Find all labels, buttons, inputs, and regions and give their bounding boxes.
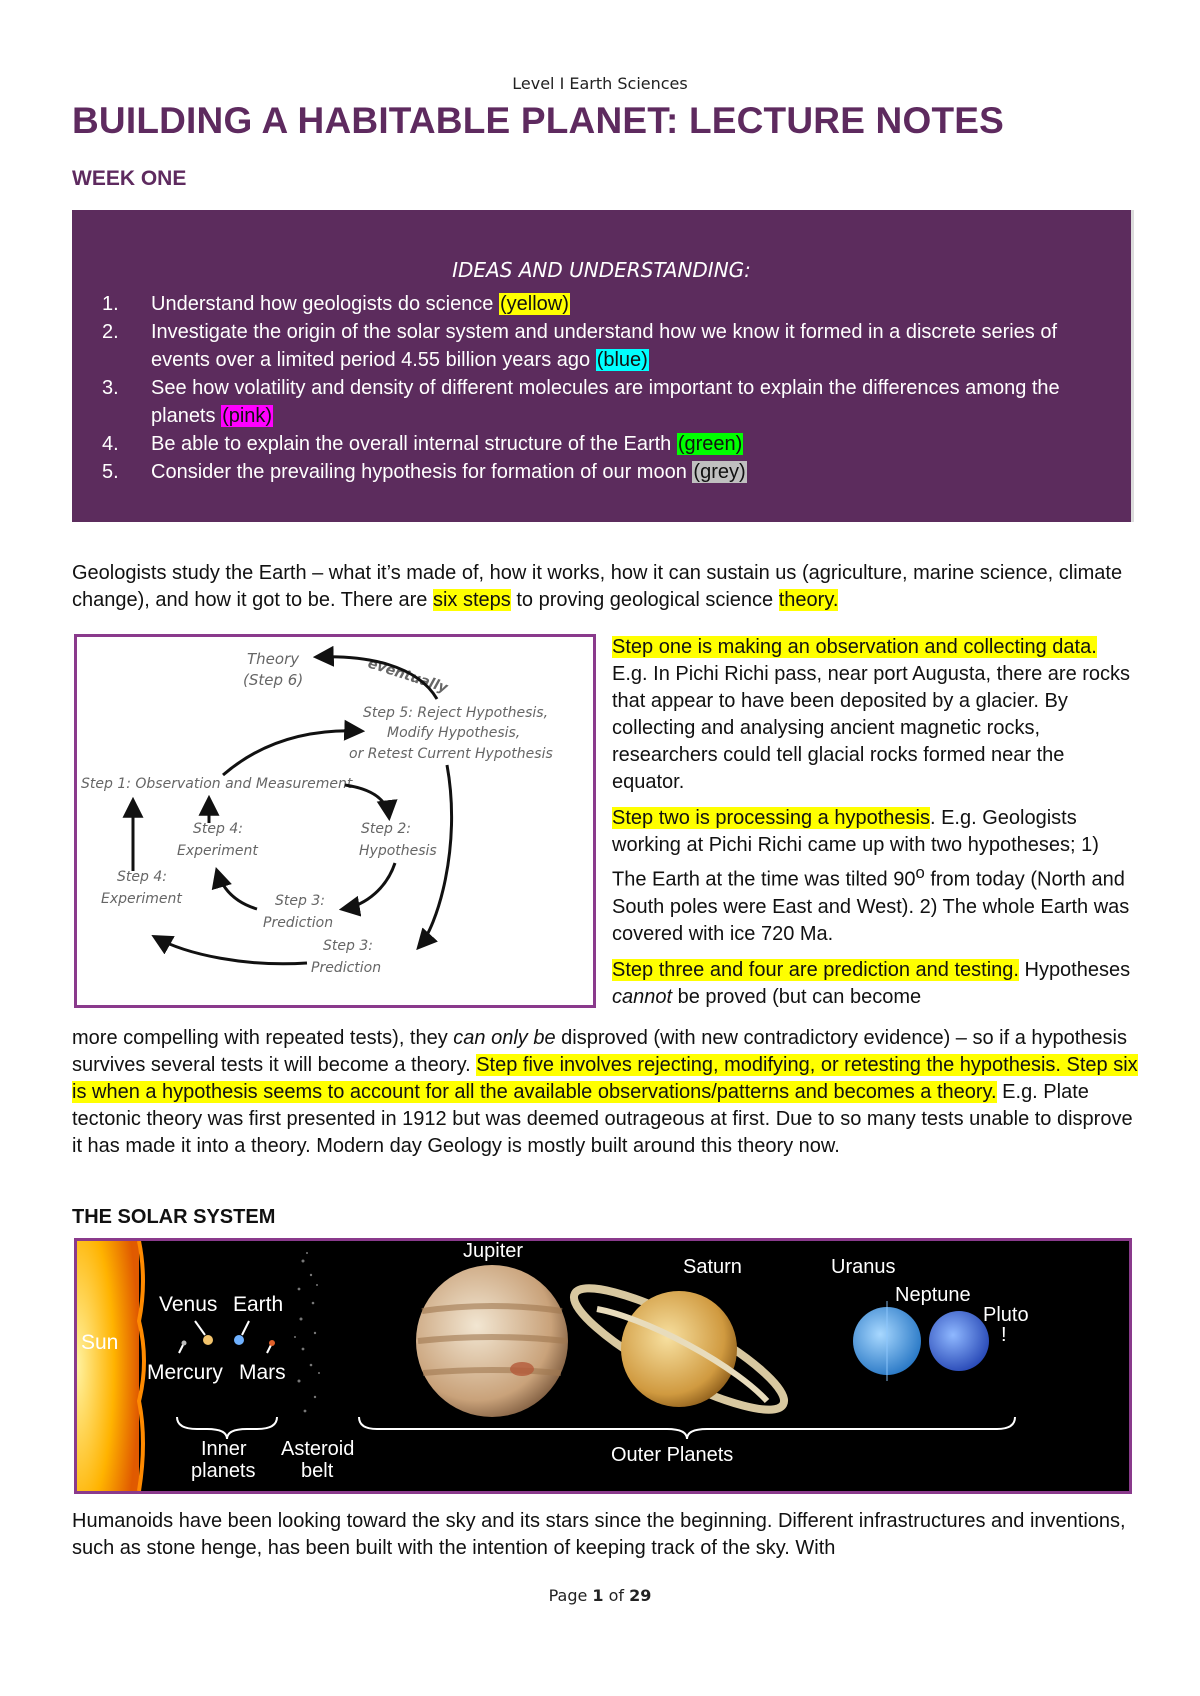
mercury-shape: [182, 1341, 187, 1346]
arrow-to-step4a: [217, 871, 257, 909]
steps-column: [612, 634, 1132, 1020]
ideas-item: [102, 290, 1112, 318]
arrow-to-step3a: [343, 863, 395, 909]
running-header: Level I Earth Sciences: [512, 74, 688, 93]
ideas-box: [72, 210, 1134, 522]
solar-system-image: [74, 1238, 1132, 1494]
footer-of-word: of: [603, 1586, 630, 1605]
step4a-label-2: Experiment: [177, 843, 258, 859]
step2-label-2: Hypothesis: [359, 843, 437, 859]
neptune-shape: [929, 1311, 989, 1371]
footer-total-pages: 29: [629, 1586, 652, 1605]
venus-pointer: [195, 1321, 205, 1335]
intro-text: Geologists study the Earth – what it’s made of, how it works, how it can sustain us (agriculture, marine science, climate change), and how it got to be. There are: [72, 562, 1123, 611]
ideas-item-number: 2.: [102, 321, 119, 343]
asteroid-belt-label-2: belt: [301, 1460, 334, 1482]
ideas-item-number: 4.: [102, 433, 119, 455]
outer-planets-brace: [359, 1417, 1015, 1439]
step3a-label-2: Prediction: [263, 915, 334, 931]
ideas-item-text: Understand how geologists do science: [151, 293, 499, 315]
ideas-item-text: Be able to explain the overall internal structure of the Earth: [151, 433, 677, 455]
step5-label-2: Modify Hypothesis,: [387, 725, 521, 741]
asteroid-belt-shape: [294, 1252, 320, 1412]
step-two-paragraph: [612, 805, 1132, 948]
cannot-emphasis: cannot: [612, 985, 673, 1008]
ideas-item: [102, 374, 1112, 430]
footer-current-page: 1: [592, 1586, 604, 1605]
step5-label-3: or Retest Current Hypothesis: [349, 746, 553, 762]
mars-label: Mars: [239, 1361, 286, 1384]
step5-label-1: Step 5: Reject Hypothesis,: [363, 705, 549, 721]
step4b-label-2: Experiment: [101, 891, 182, 907]
ideas-item-text: See how volatility and density of different molecules are important to explain the differences among the planets: [151, 377, 1060, 427]
intro-text: to proving geological science: [510, 589, 779, 611]
ideas-item-tag: (yellow): [500, 293, 569, 315]
step-two-text: . E.g. Geologists working at Pichi Richi came up with two hypotheses; 1) The Earth at the time was tilted 90: [612, 807, 1099, 891]
intro-highlight-six-steps: six steps: [432, 589, 511, 611]
neptune-label: Neptune: [895, 1284, 971, 1306]
earth-shape: [234, 1335, 244, 1345]
ideas-item: [102, 430, 1112, 458]
mars-shape: [269, 1340, 275, 1346]
intro-highlight-theory: theory.: [778, 589, 839, 611]
theory-text: disproved (with new contradictory evidence) – so if a hypothesis survives several tests it will become a theory.: [72, 1027, 1127, 1076]
step3b-label-1: Step 3:: [323, 938, 373, 954]
sun-edge: [139, 1241, 144, 1491]
page-footer: [0, 1586, 1200, 1605]
ideas-item-tag: (grey): [693, 461, 746, 483]
step-one-paragraph: [612, 634, 1132, 796]
step2-label-1: Step 2:: [361, 821, 411, 837]
ideas-item-number: 5.: [102, 461, 119, 483]
ideas-item-tag: (green): [677, 433, 743, 455]
step1-label: Step 1: Observation and Measurement: [81, 776, 353, 792]
intro-paragraph: [72, 560, 1138, 614]
inner-planets-label-2: planets: [191, 1460, 256, 1482]
asteroid-belt-label-1: Asteroid: [281, 1438, 355, 1460]
humanoids-paragraph: Humanoids have been looking toward the sky and its stars since the beginning. Different infrastructures and inventions, such as stone henge, has been built with the intention of keeping track of the sky. With: [72, 1510, 1126, 1559]
step-one-highlight: Step one is making an observation and collecting data.: [612, 636, 1097, 658]
earth-pointer: [242, 1321, 249, 1335]
step3b-label-2: Prediction: [311, 960, 382, 976]
theory-paragraph: [72, 1025, 1138, 1160]
scientific-method-diagram: [74, 634, 596, 1008]
jupiter-spot: [510, 1362, 534, 1376]
ideas-item: [102, 318, 1112, 374]
ideas-item-tag: (pink): [222, 405, 273, 427]
step-three-highlight: Step three and four are prediction and testing.: [612, 958, 1019, 981]
pluto-label: Pluto: [983, 1304, 1029, 1326]
scientific-method-svg: [77, 637, 593, 1005]
theory-label: Theory: [247, 650, 300, 668]
ideas-heading: IDEAS AND UNDERSTANDING:: [452, 258, 751, 282]
ideas-item-number: 1.: [102, 293, 119, 315]
arrow-to-step5: [223, 731, 361, 775]
jupiter-label: Jupiter: [463, 1241, 524, 1262]
eventually-label: eventually: [365, 655, 450, 697]
can-only-be-emphasis: can only be: [453, 1027, 556, 1049]
arrow-to-step4b: [155, 937, 307, 964]
saturn-label: Saturn: [683, 1256, 742, 1278]
mercury-pointer: [179, 1345, 183, 1353]
theory-step-label: (Step 6): [243, 671, 304, 689]
venus-label: Venus: [159, 1293, 218, 1316]
step-three-text: Hypotheses: [1018, 958, 1131, 981]
step-one-text: E.g. In Pichi Richi pass, near port Augusta, there are rocks that appear to have been deposited by a glacier. By collecting and analysing ancient magnetic rocks, researchers could tell glacial rocks formed near the equator.: [612, 663, 1131, 793]
step-two-text-cont: from today (North and South poles were East and West). 2) The whole Earth was covered with ice 720 Ma.: [612, 868, 1130, 945]
ideas-item: [102, 458, 1112, 486]
sun-shape: [77, 1241, 139, 1491]
week-heading: WEEK ONE: [72, 167, 187, 190]
ideas-item-text: Investigate the origin of the solar system and understand how we know it formed in a discrete series of events over a limited period 4.55 billion years ago: [151, 321, 1058, 371]
document-title: BUILDING A HABITABLE PLANET: LECTURE NOTES: [72, 100, 1005, 141]
step-three-text-cont: be proved (but can become: [672, 985, 922, 1008]
sun-label: Sun: [81, 1331, 119, 1354]
theory-text: E.g. Plate tectonic theory was first presented in 1912 but was deemed outrageous at first. Due to so many tests unable to disprove it has made it into a theory. Modern day Geology is mostly built around this theory now.: [72, 1081, 1133, 1157]
step3a-label-1: Step 3:: [275, 893, 325, 909]
pluto-mark: !: [1001, 1324, 1007, 1346]
mars-pointer: [267, 1345, 271, 1353]
step4a-label-1: Step 4:: [193, 821, 243, 837]
ideas-item-number: 3.: [102, 377, 119, 399]
step-two-highlight: Step two is processing a hypothesis: [612, 807, 930, 829]
ideas-item-tag: (blue): [596, 349, 648, 371]
saturn-shape: [621, 1291, 737, 1407]
inner-planets-brace: [177, 1417, 277, 1439]
uranus-label: Uranus: [831, 1256, 896, 1278]
step-five-six-highlight: Step five involves rejecting, modifying, or retesting the hypothesis. Step six is when a hypothesis seems to account for all the available observations/patterns and becomes a theory.: [72, 1054, 1138, 1103]
inner-planets-label-1: Inner: [201, 1438, 247, 1460]
mercury-label: Mercury: [147, 1361, 223, 1384]
earth-label: Earth: [233, 1293, 284, 1316]
degree-superscript: o: [915, 863, 925, 882]
solar-system-heading: THE SOLAR SYSTEM: [72, 1206, 276, 1228]
ideas-item-text: Consider the prevailing hypothesis for formation of our moon: [151, 461, 693, 483]
step-three-paragraph: [612, 957, 1132, 1011]
footer-page-word: Page: [548, 1586, 593, 1605]
step4b-label-1: Step 4:: [117, 869, 167, 885]
theory-text: more compelling with repeated tests), they: [72, 1027, 454, 1049]
solar-system-svg: [77, 1241, 1129, 1491]
venus-shape: [203, 1335, 213, 1345]
outer-planets-label: Outer Planets: [611, 1444, 734, 1466]
ideas-list: [102, 290, 1112, 486]
